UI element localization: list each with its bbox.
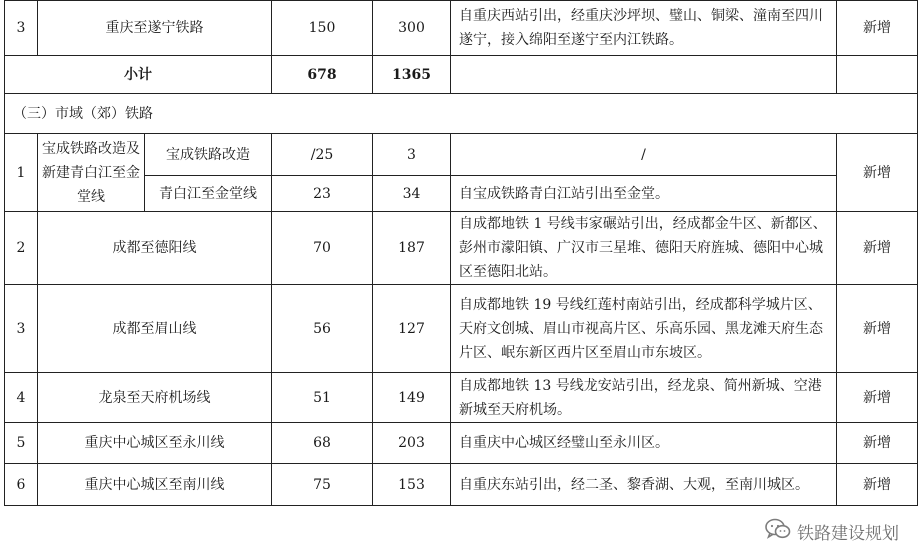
investment-cell: 34 [373, 176, 451, 212]
line-name: 成都至德阳线 [38, 212, 272, 285]
length-cell: 150 [272, 1, 373, 56]
wechat-icon [765, 518, 791, 545]
investment-cell: 3 [373, 134, 451, 176]
subtotal-investment: 1365 [373, 56, 451, 94]
table-row [5, 1, 918, 56]
investment-cell: 127 [373, 285, 451, 373]
route-description: 自重庆西站引出，经重庆沙坪坝、璧山、铜梁、潼南至四川遂宁，接入绵阳至遂宁至内江铁路。 [451, 1, 837, 56]
project-type: 新增 [837, 285, 918, 373]
route-description: 自成都地铁 13 号线龙安站引出，经龙泉、简州新城、空港新城至天府机场。 [451, 373, 837, 423]
line-name: 重庆中心城区至永川线 [38, 423, 272, 464]
project-type: 新增 [837, 464, 918, 506]
line-name: 龙泉至天府机场线 [38, 373, 272, 423]
project-type: 新增 [837, 1, 918, 56]
investment-cell: 203 [373, 423, 451, 464]
row-number: 3 [5, 1, 38, 56]
length-cell: 56 [272, 285, 373, 373]
investment-cell: 153 [373, 464, 451, 506]
subtotal-length: 678 [272, 56, 373, 94]
table-row [5, 212, 918, 285]
investment-cell: 300 [373, 1, 451, 56]
line-name: 重庆至遂宁铁路 [38, 1, 272, 56]
length-cell: 70 [272, 212, 373, 285]
length-cell: 68 [272, 423, 373, 464]
table-row [5, 134, 918, 176]
line-name: 重庆中心城区至南川线 [38, 464, 272, 506]
subtotal-label: 小计 [5, 56, 272, 94]
sub-line-name: 青白江至金堂线 [145, 176, 272, 212]
table-row [5, 423, 918, 464]
section-title: （三）市域（郊）铁路 [5, 94, 918, 134]
project-type: 新增 [837, 373, 918, 423]
railway-plan-table [4, 0, 918, 506]
investment-cell: 187 [373, 212, 451, 285]
row-number: 1 [5, 134, 38, 212]
sub-line-name: 宝成铁路改造 [145, 134, 272, 176]
table-row [5, 285, 918, 373]
route-description: / [451, 134, 837, 176]
subtotal-row [5, 56, 918, 94]
row-number: 3 [5, 285, 38, 373]
investment-cell: 149 [373, 373, 451, 423]
length-cell: /25 [272, 134, 373, 176]
empty-cell [451, 56, 837, 94]
route-description: 自成都地铁 1 号线韦家碾站引出，经成都金牛区、新都区、彭州市濛阳镇、广汉市三星堆、德阳天府旌城、德阳中心城区至德阳北站。 [451, 212, 837, 285]
empty-cell [837, 56, 918, 94]
length-cell: 23 [272, 176, 373, 212]
length-cell: 51 [272, 373, 373, 423]
project-type: 新增 [837, 212, 918, 285]
route-description: 自重庆东站引出，经二圣、黎香湖、大观，至南川城区。 [451, 464, 837, 506]
line-name: 成都至眉山线 [38, 285, 272, 373]
row-number: 2 [5, 212, 38, 285]
section-header-row [5, 94, 918, 134]
route-description: 自成都地铁 19 号线红莲村南站引出，经成都科学城片区、天府文创城、眉山市视高片区、乐高乐园、黑龙滩天府生态片区、岷东新区西片区至眉山市东坡区。 [451, 285, 837, 373]
project-type: 新增 [837, 423, 918, 464]
project-type: 新增 [837, 134, 918, 212]
route-description: 自宝成铁路青白江站引出至金堂。 [451, 176, 837, 212]
watermark [765, 518, 899, 545]
row-number: 4 [5, 373, 38, 423]
line-group-name: 宝成铁路改造及新建青白江至金堂线 [38, 134, 145, 212]
route-description: 自重庆中心城区经璧山至永川区。 [451, 423, 837, 464]
length-cell: 75 [272, 464, 373, 506]
table-row [5, 373, 918, 423]
row-number: 6 [5, 464, 38, 506]
table-row [5, 464, 918, 506]
row-number: 5 [5, 423, 38, 464]
watermark-text: 铁路建设规划 [797, 524, 899, 544]
